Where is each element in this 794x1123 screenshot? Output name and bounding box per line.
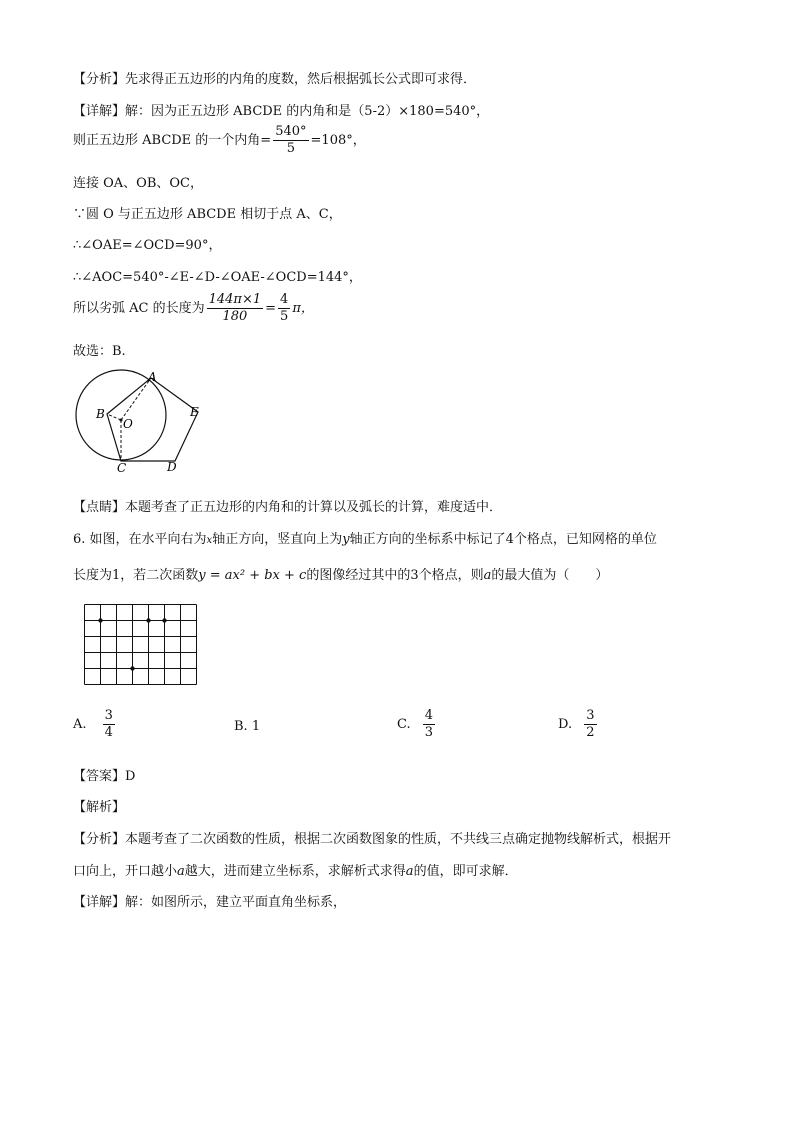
a-var: a xyxy=(483,568,492,583)
y-var: y xyxy=(342,532,350,547)
comment-line: 【点睛】本题考查了正五边形的内角和的计算以及弧长的计算，难度适中． xyxy=(73,500,503,515)
lattice-point xyxy=(162,618,166,622)
lattice-grid-figure xyxy=(84,604,197,685)
text: 轴正方向的坐标系中标记了4个格点，已知网格的单位 xyxy=(349,532,657,547)
fraction xyxy=(423,708,435,741)
text: 长度为1，若二次函数 xyxy=(73,568,199,583)
detail-line-1: 【详解】解：因为正五边形 ABCDE 的内角和是（5-2）×180=540°， xyxy=(73,104,490,119)
text: 的值，即可求解． xyxy=(413,864,518,879)
numerator: 3 xyxy=(586,708,595,723)
analysis-line-2: 【分析】本题考查了二次函数的性质，根据二次函数图象的性质，不共线三点确定抛物线解析式，根据开 xyxy=(73,832,672,847)
denominator: 5 xyxy=(286,141,295,156)
option-b: B. 1 xyxy=(234,719,261,734)
option-c xyxy=(397,708,437,741)
lattice-point xyxy=(98,618,102,622)
a-var: a xyxy=(177,864,185,879)
text: 的最大值为（ ） xyxy=(491,568,609,583)
equals: = xyxy=(265,301,277,316)
denominator: 4 xyxy=(104,725,113,740)
option-d xyxy=(558,708,599,741)
option-label: C. xyxy=(397,717,411,732)
detail-line-7 xyxy=(73,292,314,325)
detail-line-6: ∴∠AOC=540°-∠E-∠D-∠OAE-∠OCD=144°， xyxy=(73,270,362,285)
answer-line: 【答案】D xyxy=(73,769,136,784)
explanation-heading: 【解析】 xyxy=(73,800,126,815)
label-c: C xyxy=(117,461,127,475)
lattice-point xyxy=(146,618,150,622)
a-var: a xyxy=(405,864,414,879)
fraction xyxy=(207,292,264,325)
text: π， xyxy=(292,301,314,316)
label-o: O xyxy=(123,417,133,431)
x-var: x xyxy=(206,535,213,546)
analysis-line-3 xyxy=(73,860,518,879)
question-6-line-2 xyxy=(73,564,608,583)
denominator: 2 xyxy=(586,725,595,740)
option-label: A. xyxy=(73,717,87,732)
detail-line-5: ∴∠OAE=∠OCD=90°， xyxy=(73,238,222,253)
numerator: 4 xyxy=(280,292,289,307)
text: 则正五边形 ABCDE 的一个内角= xyxy=(73,133,272,148)
pentagon-circle-figure xyxy=(70,368,210,476)
text: 的图像经过其中的3个格点，则 xyxy=(306,568,484,583)
fraction xyxy=(278,292,290,325)
text: =108°， xyxy=(310,133,366,148)
numerator: 540° xyxy=(275,124,307,139)
denominator: 180 xyxy=(222,309,248,324)
grid-lines xyxy=(85,605,197,685)
numerator: 144π×1 xyxy=(208,292,262,307)
label-a: A xyxy=(148,370,157,384)
label-d: D xyxy=(167,460,177,474)
text: 越大，进而建立坐标系，求解析式求得 xyxy=(184,864,406,879)
lattice-point xyxy=(130,666,134,670)
quadratic-equation: y = ax² + bx + c xyxy=(198,568,307,583)
text: 所以劣弧 AC 的长度为 xyxy=(73,301,205,316)
denominator: 5 xyxy=(280,309,289,324)
label-e: E xyxy=(190,405,199,419)
text: 口向上，开口越小 xyxy=(73,864,178,879)
fraction xyxy=(584,708,596,741)
fraction xyxy=(103,708,115,741)
detail-line-2 xyxy=(73,124,366,157)
option-label: D. xyxy=(558,717,573,732)
question-6-line-1 xyxy=(73,528,657,547)
text: 轴正方向，竖直向上为 xyxy=(212,532,343,547)
option-a xyxy=(73,708,117,741)
detail-line-3: 连接 OA、OB、OC， xyxy=(73,176,203,191)
numerator: 4 xyxy=(424,708,434,723)
denominator: 3 xyxy=(424,725,434,740)
text: 6. 如图，在水平向右为 xyxy=(73,532,207,547)
analysis-line: 【分析】先求得正五边形的内角的度数，然后根据弧长公式即可求得． xyxy=(73,72,477,87)
label-b: B xyxy=(96,407,105,421)
detail-line-final: 【详解】解：如图所示，建立平面直角坐标系， xyxy=(73,895,347,910)
detail-line-4: ∵圆 O 与正五边形 ABCDE 相切于点 A、C， xyxy=(73,207,342,222)
fraction xyxy=(273,124,308,157)
choice-line: 故选：B. xyxy=(73,344,126,359)
numerator: 3 xyxy=(104,708,113,723)
